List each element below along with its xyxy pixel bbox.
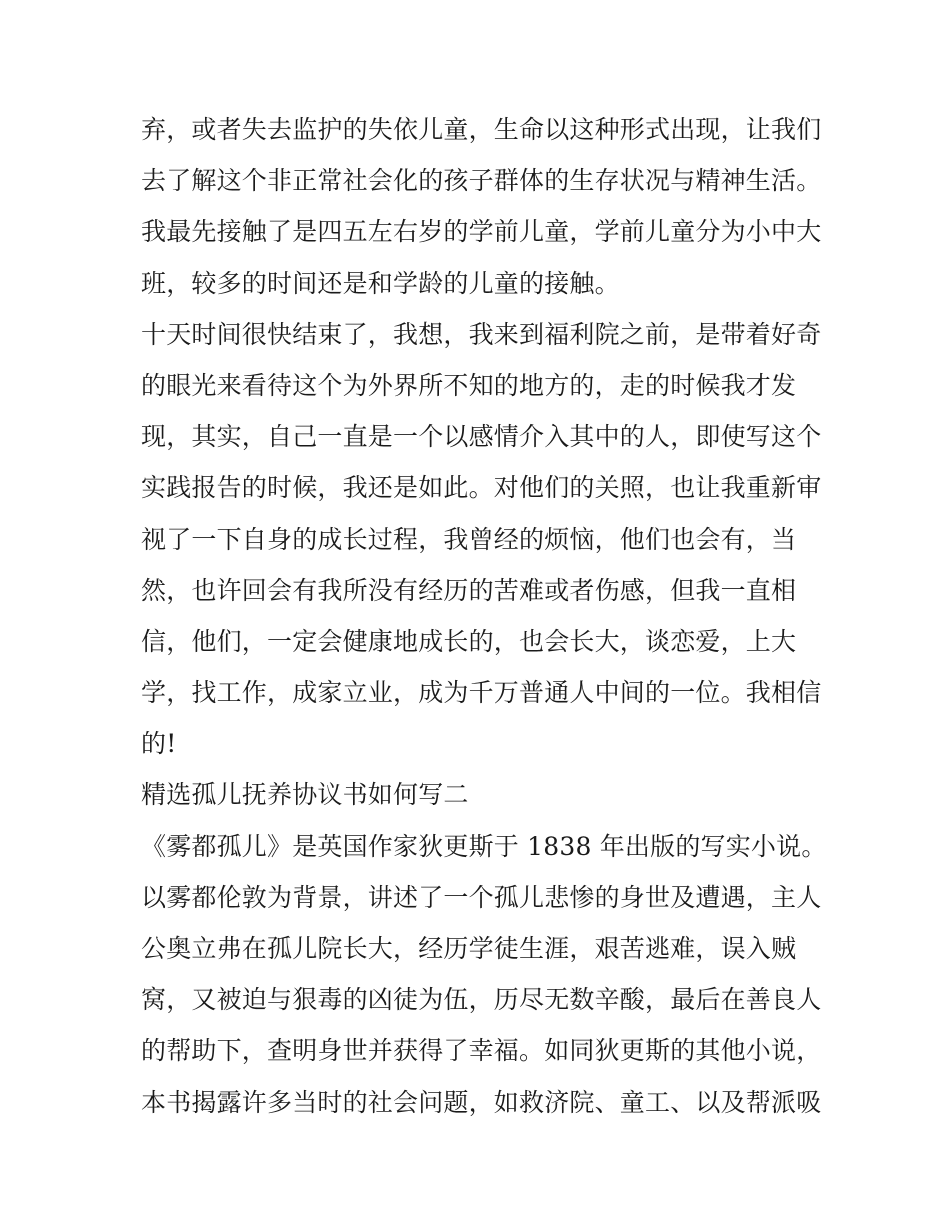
text-line: 实践报告的时候，我还是如此。对他们的关照，也让我重新审: [141, 473, 822, 503]
text-line: 弃，或者失去监护的失依儿童，生命以这种形式出现，让我们: [141, 115, 822, 144]
text-line: 十天时间很快结束了，我想，我来到福利院之前，是带着好奇: [141, 319, 822, 349]
text-line: 视了一下自身的成长过程，我曾经的烦恼，他们也会有，当: [141, 524, 797, 554]
text-line: 公奥立弗在孤儿院长大，经历学徒生涯，艰苦逃难，误入贼: [141, 934, 797, 963]
text-line: 学，找工作，成家立业，成为千万普通人中间的一位。我相信: [141, 678, 822, 708]
text-line: 班，较多的时间还是和学龄的儿童的接触。: [141, 268, 620, 298]
text-line: 我最先接触了是四五左右岁的学前儿童，学前儿童分为小中大: [141, 217, 822, 247]
text-line: 窝，又被迫与狠毒的凶徒为伍，历尽无数辛酸，最后在善良人: [141, 985, 822, 1015]
text-line: 本书揭露许多当时的社会问题，如救济院、童工、以及帮派吸: [141, 1087, 822, 1117]
text-line: 去了解这个非正常社会化的孩子群体的生存状况与精神生活。: [141, 166, 822, 196]
text-line: 现，其实，自己一直是一个以感情介入其中的人，即使写这个: [141, 422, 822, 452]
text-line: 的眼光来看待这个为外界所不知的地方的，走的时候我才发: [141, 370, 797, 400]
document-body: [141, 104, 827, 1128]
section-heading: 精选孤儿抚养协议书如何写二: [141, 780, 469, 810]
text-line: 信，他们，一定会健康地成长的，也会长大，谈恋爱，上大: [141, 626, 797, 656]
text-line: 《雾都孤儿》是英国作家狄更斯于 1838 年出版的写实小说。: [141, 831, 827, 861]
text-line: 然，也许回会有我所没有经历的苦难或者伤感，但我一直相: [141, 575, 797, 605]
text-line: 的帮助下，查明身世并获得了幸福。如同狄更斯的其他小说，: [141, 1036, 822, 1066]
text-line: 的!: [141, 729, 177, 759]
text-line: 以雾都伦敦为背景，讲述了一个孤儿悲惨的身世及遭遇，主人: [141, 882, 822, 912]
